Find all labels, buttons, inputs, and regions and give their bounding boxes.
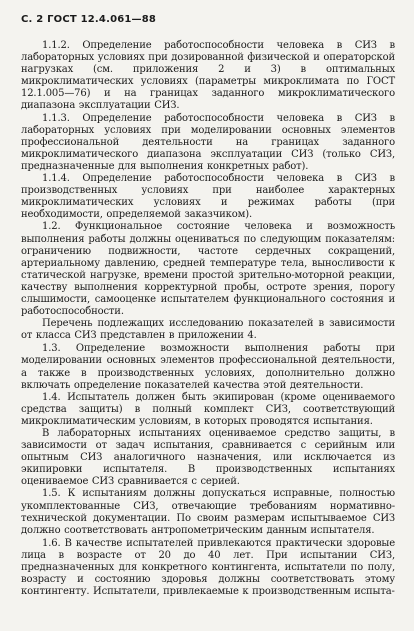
paragraph-1-2: 1.2. Функциональное состояние человека и возможность выполнения работы должны оцениваться по следующим показателям: ограничению подвижности, частоте сердечных сокращений, артериальному давлению, средней температуре тела, выносливости к статической нагрузке, времени простой зрительно-моторной реакции, качеству выполнения корректурной пробы, остроте зрения, порогу слышимости, самооценке испытателем функционального состояния и работоспособности. <box>21 221 395 318</box>
page-number: С. 2 <box>21 14 44 25</box>
paragraph-indicator-list: Перечень подлежащих исследованию показателей в зависимости от класса СИЗ представлен в приложении 4. <box>21 318 395 342</box>
paragraph-1-5: 1.5. К испытаниям должны допускаться исправные, полностью укомплектованные СИЗ, отвечающие требованиям нормативно-технической документации. По своим размерам испытываемое СИЗ должно соответствовать антропометрическим данным испытателя. <box>21 488 395 536</box>
document-body <box>21 40 395 598</box>
paragraph-lab-tests: В лабораторных испытаниях оцениваемое средство защиты, в зависимости от задач испытания, сравнивается с серийным или опытным СИЗ аналогичного назначения, или исключается из экипировки испытателя. В производственных испытаниях оцениваемое СИЗ сравнивается с серией. <box>21 428 395 488</box>
page-header <box>21 14 395 26</box>
paragraph-1-1-3: 1.1.3. Определение работоспособности человека в СИЗ в лабораторных условиях при моделировании основных элементов профессиональной деятельности на границах заданного микроклиматического диапазона эксплуатации СИЗ (только СИЗ, предназначенные для выполнения конкретных работ). <box>21 112 395 172</box>
paragraph-1-1-2: 1.1.2. Определение работоспособности человека в СИЗ в лабораторных условиях при дозированной физической и операторской нагрузках (см. приложения 2 и 3) в оптимальных микроклиматических условиях (параметры микроклимата по ГОСТ 12.1.005—76) и на границах заданного микроклиматического диапазона эксплуатации СИЗ. <box>21 40 395 112</box>
standard-code: ГОСТ 12.4.061—88 <box>47 14 157 25</box>
paragraph-1-1-4: 1.1.4. Определение работоспособности человека в СИЗ в производственных условиях при наиболее характерных микроклиматических условиях и режимах работы (при необходимости, определяемой заказчиком). <box>21 173 395 221</box>
paragraph-1-4: 1.4. Испытатель должен быть экипирован (кроме оцениваемого средства защиты) в полный комплект СИЗ, соответствующий микроклиматическим условиям, в которых проводятся испытания. <box>21 391 395 427</box>
paragraph-1-3: 1.3. Определение возможности выполнения работы при моделировании основных элементов профессиональной деятельности, а также в производственных условиях, дополнительно должно включать определение показателей качества этой деятельности. <box>21 343 395 391</box>
paragraph-1-6: 1.6. В качестве испытателей привлекаются практически здоровые лица в возрасте от 20 до 40 лет. При испытании СИЗ, предназначенных для конкретного контингента, испытатели по полу, возрасту и состоянию здоровья должны соответствовать этому контингенту. Испытатели, привлекаемые к производственным испыта- <box>21 537 395 598</box>
